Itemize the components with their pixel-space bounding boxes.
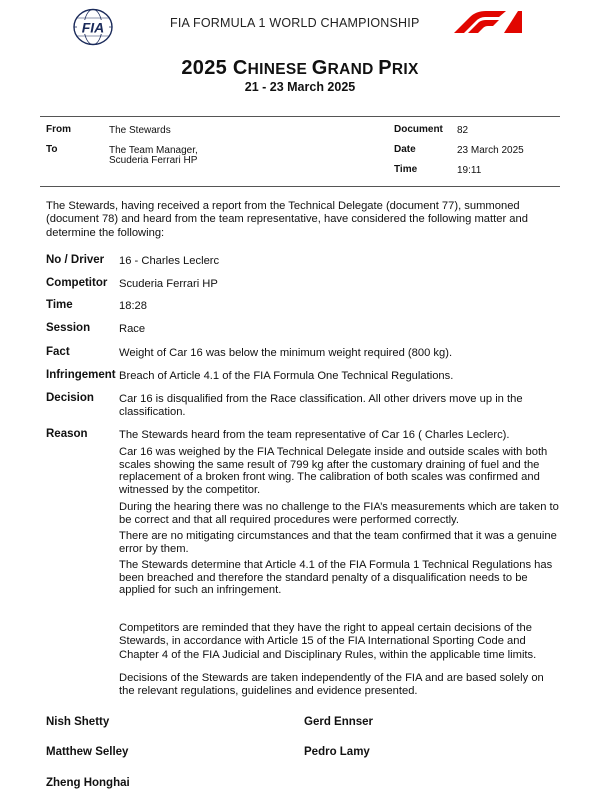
- appeal-notice: Competitors are reminded that they have the right to appeal certain decisions of the Stewards, in accordance with Article 15 of the FIA International Sporting Code and Chapter 4 of the FIA Judicial and Disciplinary Rules, within the applicable time limits.: [119, 622, 537, 661]
- driver-label: No / Driver: [46, 254, 105, 266]
- to-value-line-2: Scuderia Ferrari HP: [109, 155, 198, 166]
- reason-paragraph-4: There are no mitigating circumstances and that the team confirmed that it was a genuine error by them.: [119, 530, 557, 555]
- session-label: Session: [46, 322, 91, 334]
- session-value: Race: [119, 323, 146, 335]
- event-title: 2025 CHINESE GRAND PRIX: [181, 57, 419, 79]
- reason-paragraph-2: Car 16 was weighed by the FIA Technical Delegate inside and outside scales with both scales showing the same result of 799 kg after the customary draining of fuel and the replacement of a broken front wing. The calibration of both scales was confirmed and witnessed by the competitor.: [119, 446, 548, 496]
- from-value: The Stewards: [109, 125, 171, 136]
- document-label: Document: [394, 124, 443, 135]
- time-value: 19:11: [457, 165, 482, 176]
- steward-name: Matthew Selley: [46, 746, 129, 758]
- date-value: 23 March 2025: [457, 145, 524, 156]
- time-field-label: Time: [46, 299, 73, 311]
- steward-name: Gerd Ennser: [304, 716, 374, 728]
- reason-paragraph-5: The Stewards determine that Article 4.1 of the FIA Formula 1 Technical Regulations has been breached and therefore the standard penalty of a disqualification needs to be applied for such an infringement.: [119, 559, 553, 597]
- infringement-label: Infringement: [46, 369, 116, 381]
- decision-label: Decision: [46, 392, 94, 404]
- fact-value: Weight of Car 16 was below the minimum weight required (800 kg).: [119, 347, 453, 359]
- steward-name: Nish Shetty: [46, 716, 110, 728]
- infringement-value: Breach of Article 4.1 of the FIA Formula One Technical Regulations.: [119, 370, 454, 382]
- fia-globe-icon: [72, 8, 114, 46]
- independence-notice: Decisions of the Stewards are taken independently of the FIA and are based solely on the relevant regulations, guidelines and evidence presented.: [119, 672, 544, 698]
- fia-logo-text: FIA: [81, 19, 105, 36]
- reason-label: Reason: [46, 428, 88, 440]
- time-label: Time: [394, 164, 418, 175]
- time-field-value: 18:28: [119, 300, 147, 312]
- decision-value: Car 16 is disqualified from the Race classification. All other drivers move up in the classification.: [119, 393, 523, 418]
- date-label: Date: [394, 144, 416, 155]
- org-title: FIA FORMULA 1 WORLD CHAMPIONSHIP: [170, 16, 420, 30]
- reason-paragraph-3: During the hearing there was no challenge to the FIA’s measurements which are taken to be correct and that all required procedures were performed correctly.: [119, 501, 559, 526]
- top-divider: [40, 116, 560, 117]
- intro-paragraph: The Stewards, having received a report from the Technical Delegate (document 77), summoned (document 78) and heard from the team representative, have considered the following matter and determine the following:: [46, 200, 528, 239]
- document-value: 82: [457, 125, 469, 136]
- reason-paragraph-1: The Stewards heard from the team representative of Car 16 ( Charles Leclerc).: [119, 429, 510, 441]
- competitor-value: Scuderia Ferrari HP: [119, 278, 218, 290]
- competitor-label: Competitor: [46, 277, 108, 289]
- event-dates: 21 - 23 March 2025: [244, 80, 356, 94]
- steward-name: Pedro Lamy: [304, 746, 370, 758]
- f1-logo-icon: [452, 11, 522, 33]
- steward-name: Zheng Honghai: [46, 777, 130, 789]
- fact-label: Fact: [46, 346, 70, 358]
- from-label: From: [46, 124, 71, 135]
- meta-divider: [40, 186, 560, 187]
- to-label: To: [46, 144, 58, 155]
- to-value-line-1: The Team Manager,: [109, 145, 198, 156]
- driver-value: 16 - Charles Leclerc: [119, 255, 220, 267]
